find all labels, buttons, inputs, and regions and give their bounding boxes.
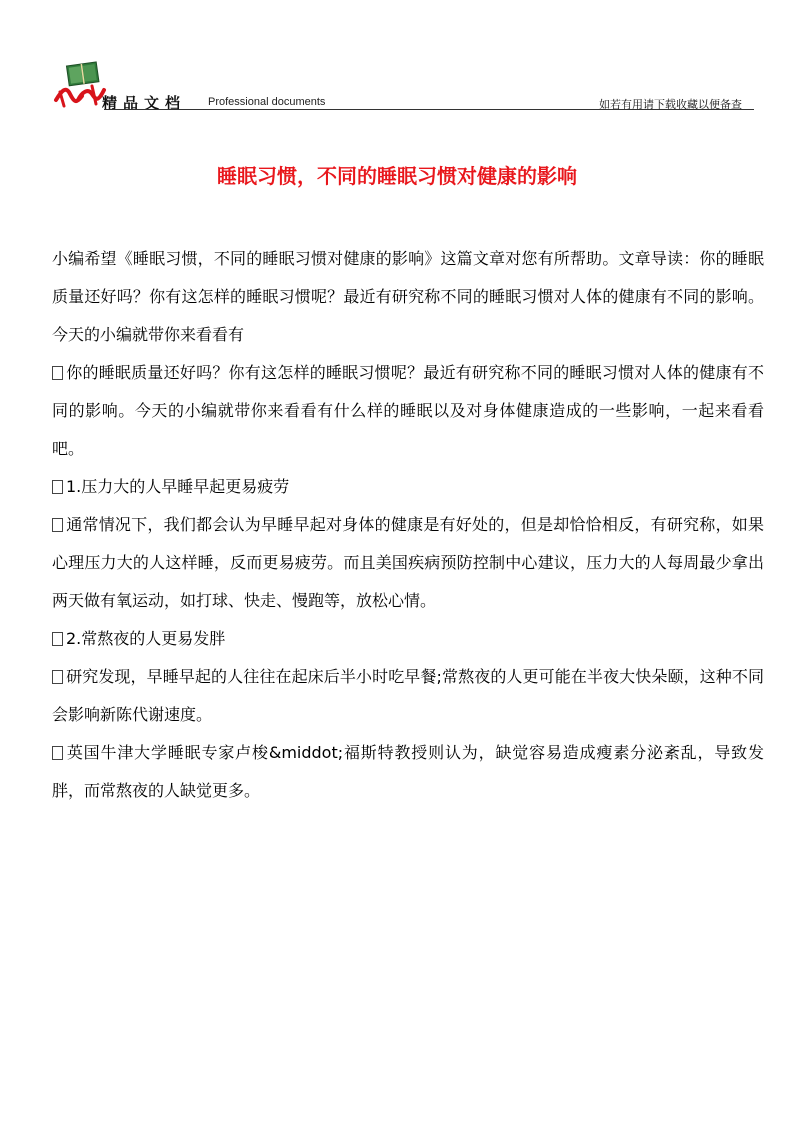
- bullet-box-icon: [52, 480, 63, 494]
- paragraph: [52, 734, 764, 810]
- section-heading: [52, 468, 764, 506]
- article-body: [52, 240, 764, 810]
- page-header: [52, 56, 754, 112]
- brand-subtitle: Professional documents: [208, 96, 326, 108]
- paragraph-text: 英国牛津大学睡眠专家卢梭&middot;福斯特教授则认为，缺觉容易造成瘦素分泌紊乱，导致发胖，而常熬夜的人缺觉更多。: [52, 743, 764, 800]
- bullet-box-icon: [52, 670, 63, 684]
- section-heading-text: 2.常熬夜的人更易发胖: [66, 629, 226, 648]
- section-heading: [52, 620, 764, 658]
- section-heading-text: 1.压力大的人早睡早起更易疲劳: [66, 477, 290, 496]
- paragraph: [52, 354, 764, 468]
- paragraph-text: 研究发现，早睡早起的人往往在起床后半小时吃早餐;常熬夜的人更可能在半夜大快朵颐，这种不同会影响新陈代谢速度。: [52, 667, 764, 724]
- paragraph: [52, 658, 764, 734]
- paragraph: [52, 240, 764, 354]
- header-divider: [104, 109, 754, 110]
- download-note: 如若有用请下载收藏以便备查: [599, 98, 742, 111]
- document-title: 睡眠习惯，不同的睡眠习惯对健康的影响: [217, 164, 577, 188]
- paragraph-text: 小编希望《睡眠习惯，不同的睡眠习惯对健康的影响》这篇文章对您有所帮助。文章导读：你的睡眠质量还好吗？你有这怎样的睡眠习惯呢？最近有研究称不同的睡眠习惯对人体的健康有不同的影响。今天的小编就带你来看看有: [52, 249, 764, 344]
- paragraph: [52, 506, 764, 620]
- brand-title: 精品文档: [102, 94, 187, 112]
- bullet-box-icon: [52, 366, 63, 380]
- paragraph-text: 通常情况下，我们都会认为早睡早起对身体的健康是有好处的，但是却恰恰相反，有研究称，如果心理压力大的人这样睡，反而更易疲劳。而且美国疾病预防控制中心建议，压力大的人每周最少拿出两天做有氧运动，如打球、快走、慢跑等，放松心情。: [52, 515, 764, 610]
- paragraph-text: 你的睡眠质量还好吗？你有这怎样的睡眠习惯呢？最近有研究称不同的睡眠习惯对人体的健康有不同的影响。今天的小编就带你来看看有什么样的睡眠以及对身体健康造成的一些影响，一起来看看吧。: [52, 363, 764, 458]
- bullet-box-icon: [52, 746, 63, 760]
- zhishi-logo-icon: [52, 56, 108, 108]
- bullet-box-icon: [52, 632, 63, 646]
- bullet-box-icon: [52, 518, 63, 532]
